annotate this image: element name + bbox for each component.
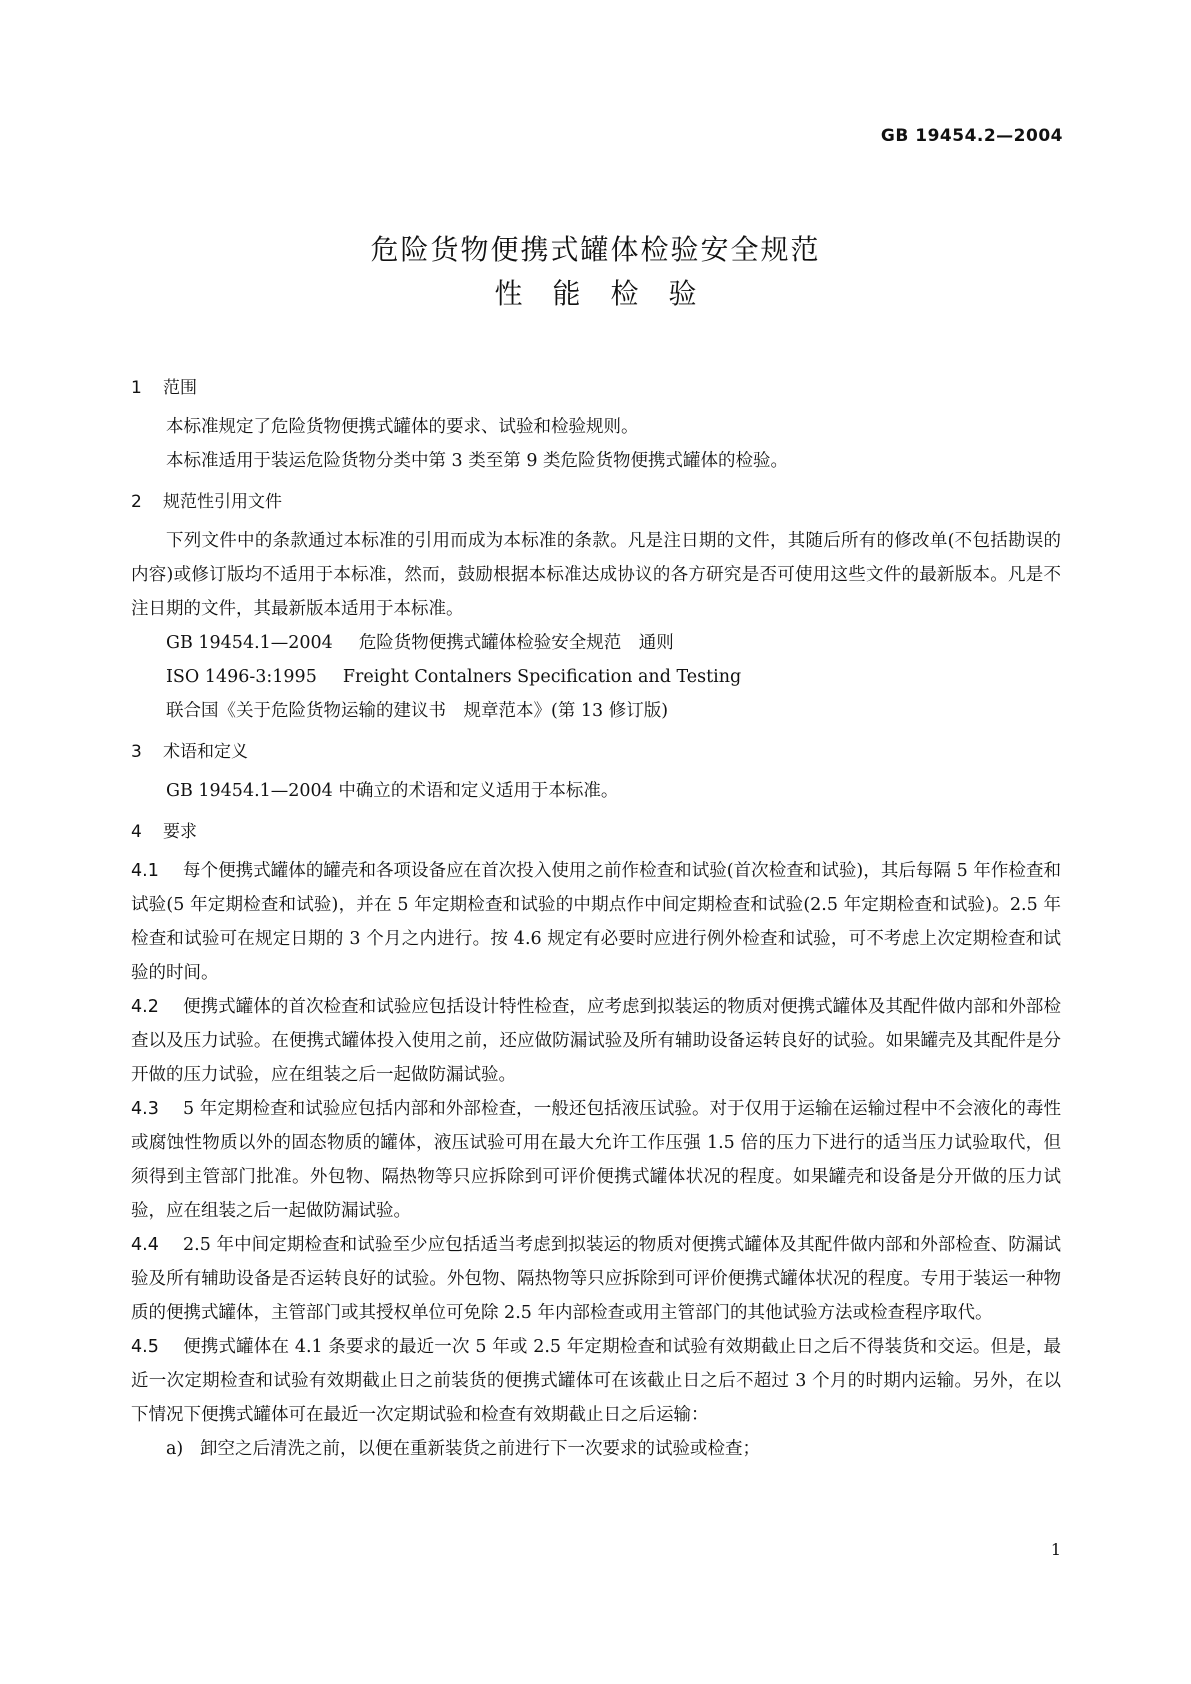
clause-text: 2.5 年中间定期检查和试验至少应包括适当考虑到拟装运的物质对便携式罐体及其配件做内部和外部检查、防漏试验及所有辅助设备是否运转良好的试验。外包物、隔热物等只应拆除到可评价便携式罐体状况的程度。专用于装运一种物质的便携式罐体，主管部门或其授权单位可免除 2.5 年内部检查或用主管部门的其他试验方法或检查程序取代。 [131, 1235, 1061, 1323]
paragraph: 本标准适用于装运危险货物分类中第 3 类至第 9 类危险货物便携式罐体的检验。 [166, 451, 789, 471]
list-text: 卸空之后清洗之前，以便在重新装货之前进行下一次要求的试验或检查； [200, 1439, 760, 1459]
section-number: 1 [131, 378, 142, 398]
section-title: 范围 [163, 378, 197, 398]
section-number: 4 [131, 822, 142, 842]
section-4-heading [131, 818, 1061, 846]
section-title: 术语和定义 [163, 742, 248, 762]
clause-text: 每个便携式罐体的罐壳和各项设备应在首次投入使用之前作检查和试验(首次检查和试验)，其后每隔 5 年作检查和试验(5 年定期检查和试验)，并在 5 年定期检查和试验的中期点作中间定期检查和试验(2.5 年定期检查和试验)。2.5 年检查和试验可在规定日期的 3 个月之内进行。按 4.6 规定有必要时应进行例外检查和试验，可不考虑上次定期检查和试验的时间。 [131, 861, 1061, 983]
reference-item [131, 660, 1061, 694]
clause-4-4 [131, 1228, 1061, 1330]
reference-code: 联合国《关于危险货物运输的建议书 规章范本》(第 13 修订版) [166, 701, 669, 721]
document-body [131, 374, 1061, 1466]
reference-code: ISO 1496-3:1995 [166, 667, 317, 687]
clause-number: 4.4 [131, 1235, 159, 1255]
reference-item [131, 626, 1061, 660]
section-number: 2 [131, 492, 142, 512]
section-title: 规范性引用文件 [163, 492, 282, 512]
section-number: 3 [131, 742, 142, 762]
section-3-heading [131, 738, 1061, 766]
paragraph: GB 19454.1—2004 中确立的术语和定义适用于本标准。 [166, 781, 619, 801]
clause-text: 5 年定期检查和试验应包括内部和外部检查，一般还包括液压试验。对于仅用于运输在运输过程中不会液化的毒性或腐蚀性物质以外的固态物质的罐体，液压试验可用在最大允许工作压强 1.5 倍的压力下进行的适当压力试验取代，但须得到主管部门批准。外包物、隔热物等只应拆除到可评价便携式罐体状况的程度。如果罐壳和设备是分开做的压力试验，应在组装之后一起做防漏试验。 [131, 1099, 1061, 1221]
title-sub: 性能检验 [494, 277, 727, 310]
reference-title: 危险货物便携式罐体检验安全规范 通则 [358, 633, 674, 653]
reference-item [131, 694, 1061, 728]
clause-4-1 [131, 854, 1061, 990]
clause-number: 4.3 [131, 1099, 159, 1119]
section-title: 要求 [163, 822, 197, 842]
page-number: 1 [1050, 1540, 1061, 1559]
clause-text: 便携式罐体在 4.1 条要求的最近一次 5 年或 2.5 年定期检查和试验有效期截止日之后不得装货和交运。但是，最近一次定期检查和试验有效期截止日之前装货的便携式罐体可在该截止日之后不超过 3 个月的时期内运输。另外，在以下情况下便携式罐体可在最近一次定期试验和检查有效期截止日之后运输： [131, 1337, 1061, 1425]
reference-code: GB 19454.1—2004 [166, 633, 333, 653]
clause-4-5 [131, 1330, 1061, 1432]
clause-number: 4.5 [131, 1337, 159, 1357]
section-1-heading [131, 374, 1061, 402]
list-letter: a) [166, 1439, 184, 1459]
clause-text: 便携式罐体的首次检查和试验应包括设计特性检查，应考虑到拟装运的物质对便携式罐体及其配件做内部和外部检查以及压力试验。在便携式罐体投入使用之前，还应做防漏试验及所有辅助设备运转良好的试验。如果罐壳及其配件是分开做的压力试验，应在组装之后一起做防漏试验。 [131, 997, 1061, 1085]
clause-4-2 [131, 990, 1061, 1092]
document-title [0, 230, 1191, 318]
clause-number: 4.1 [131, 861, 159, 881]
list-item [131, 1432, 1061, 1466]
standard-code: GB 19454.2—2004 [880, 126, 1063, 146]
clause-number: 4.2 [131, 997, 159, 1017]
paragraph: 下列文件中的条款通过本标准的引用而成为本标准的条款。凡是注日期的文件，其随后所有的修改单(不包括勘误的内容)或修订版均不适用于本标准，然而，鼓励根据本标准达成协议的各方研究是否可使用这些文件的最新版本。凡是不注日期的文件，其最新版本适用于本标准。 [131, 531, 1061, 619]
reference-title: Freight Contalners Specification and Testing [342, 667, 742, 687]
paragraph: 本标准规定了危险货物便携式罐体的要求、试验和检验规则。 [166, 417, 639, 437]
title-main: 危险货物便携式罐体检验安全规范 [370, 233, 821, 266]
section-2-heading [131, 488, 1061, 516]
clause-4-3 [131, 1092, 1061, 1228]
